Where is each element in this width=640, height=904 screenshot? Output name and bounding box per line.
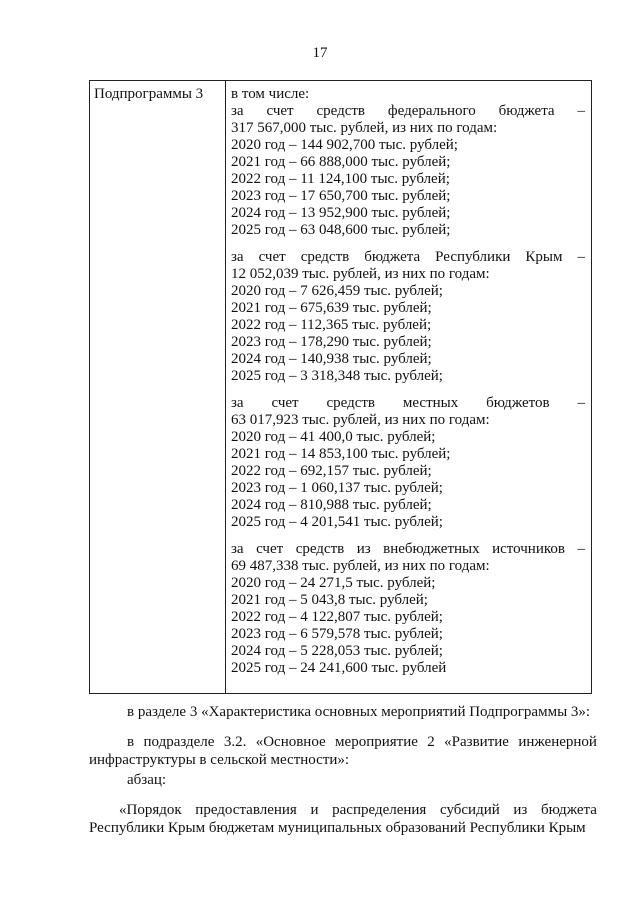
funding-source-heading [231, 395, 585, 412]
heading-word: Республики [435, 249, 511, 265]
heading-word: – [577, 103, 585, 119]
year-amount-line: 2023 год – 6 579,578 тыс. рублей; [231, 626, 443, 642]
funding-source-block [231, 249, 585, 385]
text-word: «Развитие [444, 734, 509, 750]
year-amount-line: 2025 год – 3 318,348 тыс. рублей; [231, 368, 443, 384]
heading-word: местных [402, 395, 459, 411]
paragraph-section-3 [89, 703, 597, 721]
page-number: 17 [312, 45, 328, 61]
text-word: бюджета [540, 802, 597, 818]
year-amount-line: 2020 год – 7 626,459 тыс. рублей; [231, 283, 443, 299]
heading-word: за [231, 103, 244, 119]
heading-word: бюджета [498, 103, 555, 119]
funding-source-block [231, 395, 585, 531]
year-amount-line: 2020 год – 144 902,700 тыс. рублей; [231, 137, 458, 153]
subsection-line-2: инфраструктуры в сельской местности»: [89, 752, 350, 768]
text-word: «Основное [255, 734, 326, 750]
funding-sources [231, 103, 585, 677]
heading-word: счет [258, 249, 286, 265]
heading-word: счет [256, 541, 284, 557]
year-amount-line: 2021 год – 5 043,8 тыс. рублей; [231, 592, 428, 608]
text-word: инженерной [518, 734, 597, 750]
text-word: из [513, 802, 528, 818]
year-amount-line: 2023 год – 1 060,137 тыс. рублей; [231, 480, 443, 496]
table-left-cell: Подпрограммы 3 [94, 86, 204, 102]
text-word: распределения [332, 802, 427, 818]
heading-word: из [356, 541, 371, 557]
procedure-line-1 [89, 801, 597, 819]
text-word: мероприятие [335, 734, 418, 750]
heading-word: источников [492, 541, 565, 557]
funding-source-heading [231, 249, 585, 266]
year-amount-line: 2023 год – 178,290 тыс. рублей; [231, 334, 432, 350]
year-amount-line: 2021 год – 14 853,100 тыс. рублей; [231, 446, 451, 462]
year-amount-line: 2024 год – 810,988 тыс. рублей; [231, 497, 432, 513]
procedure-line-2: Республики Крым бюджетам муниципальных образований Республики Крым [89, 820, 586, 836]
year-amount-line: 2024 год – 140,938 тыс. рублей; [231, 351, 432, 367]
heading-word: счет [271, 395, 299, 411]
heading-word: федерального [387, 103, 476, 119]
section-3-text: в разделе 3 «Характеристика основных мероприятий Подпрограммы 3»: [127, 704, 591, 720]
text-word: предоставления [195, 802, 297, 818]
budget-table [89, 80, 592, 694]
year-amount-line: 2020 год – 41 400,0 тыс. рублей; [231, 429, 436, 445]
paragraph-procedure [89, 801, 597, 837]
table-intro: в том числе: [231, 86, 310, 102]
year-amount-line: 2025 год – 24 241,600 тыс. рублей [231, 660, 447, 676]
year-amount-line: 2022 год – 4 122,807 тыс. рублей; [231, 609, 443, 625]
heading-word: внебюджетных [383, 541, 480, 557]
funding-source-total: 63 017,923 тыс. рублей, из них по годам: [231, 412, 490, 428]
heading-word: средств [300, 249, 350, 265]
paragraph-abzac [89, 771, 597, 789]
heading-word: – [577, 249, 585, 265]
year-amount-line: 2024 год – 13 952,900 тыс. рублей; [231, 205, 451, 221]
text-word: «Порядок [119, 802, 182, 818]
funding-source-block [231, 103, 585, 239]
funding-source-heading [231, 541, 585, 558]
heading-word: – [577, 395, 585, 411]
year-amount-line: 2022 год – 692,157 тыс. рублей; [231, 463, 432, 479]
abzac-text: абзац: [127, 772, 167, 788]
year-amount-line: 2024 год – 5 228,053 тыс. рублей; [231, 643, 443, 659]
funding-source-heading [231, 103, 585, 120]
year-amount-line: 2023 год – 17 650,700 тыс. рублей; [231, 188, 451, 204]
heading-word: за [231, 541, 244, 557]
text-word: 2 [427, 734, 435, 750]
text-word: и [310, 802, 319, 818]
heading-word: Крым [525, 249, 563, 265]
table-column-divider [225, 81, 226, 693]
heading-word: средств [316, 103, 366, 119]
funding-source-total: 69 487,338 тыс. рублей, из них по годам: [231, 558, 490, 574]
subsection-line-1 [89, 733, 597, 751]
year-amount-line: 2025 год – 63 048,600 тыс. рублей; [231, 222, 451, 238]
funding-source-total: 317 567,000 тыс. рублей, из них по годам: [231, 120, 498, 136]
text-word: субсидий [439, 802, 500, 818]
heading-word: счет [266, 103, 294, 119]
text-word: 3.2. [223, 734, 247, 750]
heading-word: – [577, 541, 585, 557]
heading-word: за [231, 395, 244, 411]
funding-source-total: 12 052,039 тыс. рублей, из них по годам: [231, 266, 490, 282]
paragraph-subsection-3-2 [89, 733, 597, 769]
heading-word: средств [295, 541, 345, 557]
heading-word: средств [326, 395, 376, 411]
heading-word: бюджета [364, 249, 421, 265]
heading-word: бюджетов [486, 395, 550, 411]
year-amount-line: 2020 год – 24 271,5 тыс. рублей; [231, 575, 436, 591]
year-amount-line: 2022 год – 112,365 тыс. рублей; [231, 317, 432, 333]
text-word: подразделе [143, 734, 215, 750]
year-amount-line: 2022 год – 11 124,100 тыс. рублей; [231, 171, 450, 187]
year-amount-line: 2021 год – 66 888,000 тыс. рублей; [231, 154, 451, 170]
text-word: в [127, 734, 135, 750]
heading-word: за [231, 249, 244, 265]
table-right-cell [231, 86, 585, 687]
year-amount-line: 2025 год – 4 201,541 тыс. рублей; [231, 514, 443, 530]
year-amount-line: 2021 год – 675,639 тыс. рублей; [231, 300, 432, 316]
funding-source-block [231, 541, 585, 677]
